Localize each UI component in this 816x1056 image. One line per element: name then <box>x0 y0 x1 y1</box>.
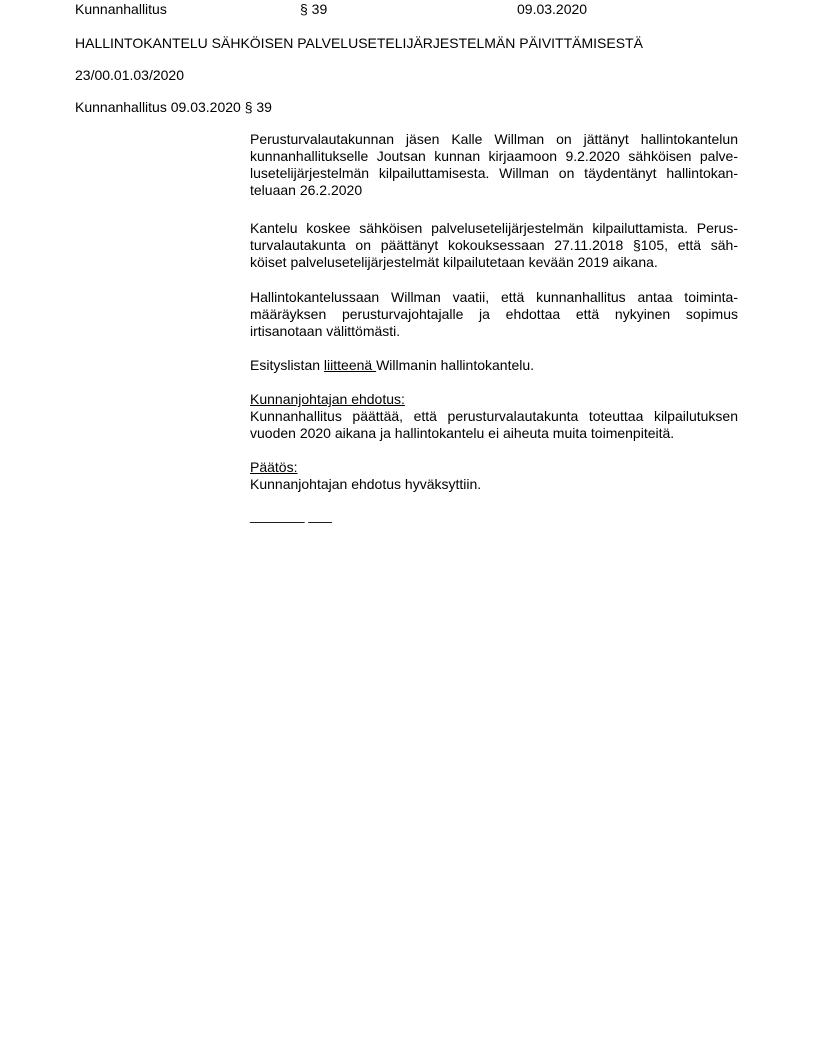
proposal-section <box>250 391 738 442</box>
paragraph-line: kunnanhallitukselle Joutsan kunnan kirjaamoon 9.2.2020 sähköisen palve- <box>250 148 738 164</box>
decision-section <box>250 459 738 493</box>
decision-heading: Päätös: <box>250 459 298 475</box>
proposal-heading: Kunnanjohtajan ehdotus: <box>250 391 405 407</box>
paragraph-line: Kantelu koskee sähköisen palvelusetelijärjestelmän kilpailuttamista. Perus- <box>250 220 738 236</box>
paragraph-2 <box>250 220 738 271</box>
paragraph-line: lusetelijärjestelmän kilpailuttamisesta. Willman on täydentänyt hallintokan- <box>250 165 738 181</box>
proposal-line: vuoden 2020 aikana ja hallintokantelu ei aiheuta muita toimenpiteitä. <box>250 425 675 441</box>
proposal-line: Kunnanhallitus päättää, että perusturvalautakunta toteuttaa kilpailutuksen <box>250 408 738 424</box>
paragraph-line: köiset palvelusetelijärjestelmät kilpailutetaan kevään 2019 aikana. <box>250 254 658 270</box>
paragraph-line: Perusturvalautakunnan jäsen Kalle Willman on jättänyt hallintokantelun <box>250 131 738 147</box>
paragraph-line: teluaan 26.2.2020 <box>250 182 363 198</box>
paragraph-3 <box>250 289 738 340</box>
paragraph-line: irtisanotaan välittömästi. <box>250 323 401 339</box>
decision-text: Kunnanjohtajan ehdotus hyväksyttiin. <box>250 476 482 492</box>
paragraph-line: Hallintokantelussaan Willman vaatii, että kunnanhallitus antaa toiminta- <box>250 289 738 305</box>
signature-line: _______ ___ <box>250 507 332 523</box>
document-title: HALLINTOKANTELU SÄHKÖISEN PALVELUSETELIJÄRJESTELMÄN PÄIVITTÄMISESTÄ <box>75 35 643 51</box>
meeting-reference: Kunnanhallitus 09.03.2020 § 39 <box>75 99 272 115</box>
paragraph-1 <box>250 131 738 199</box>
case-number: 23/00.01.03/2020 <box>75 67 184 83</box>
attachment-line <box>250 357 738 374</box>
attachment-underlined-word: liitteenä <box>323 357 377 373</box>
paragraph-line: turvalautakunta on päättänyt kokouksessaan 27.11.2018 §105, että säh- <box>250 237 738 253</box>
attachment-prefix: Esityslistan <box>250 357 324 373</box>
committee-name: Kunnanhallitus <box>75 1 167 17</box>
section-number: § 39 <box>300 1 328 17</box>
meeting-date: 09.03.2020 <box>517 1 588 17</box>
paragraph-line: määräyksen perusturvajohtajalle ja ehdottaa että nykyinen sopimus <box>250 306 738 322</box>
attachment-suffix: Willmanin hallintokantelu. <box>376 357 535 373</box>
page-header <box>75 1 738 18</box>
document-body <box>250 131 738 524</box>
